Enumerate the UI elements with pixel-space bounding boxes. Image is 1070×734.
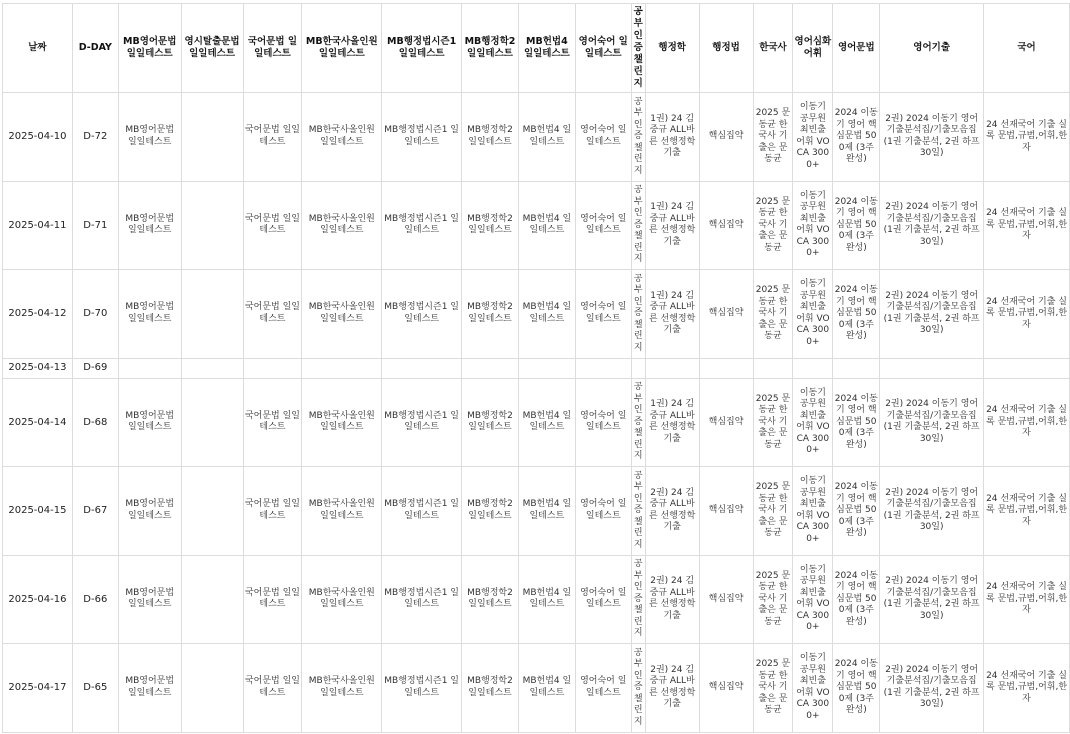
- cell-korean-history[interactable]: 2025 문동균 한국사 기출은 문동균: [753, 181, 793, 270]
- cell-korean[interactable]: 24 선재국어 기출 실록 문법,규범,어휘,한자: [984, 93, 1070, 182]
- cell-mb-english-grammar-test[interactable]: MB영어문법 일일테스트: [118, 378, 181, 467]
- cell-study-challenge[interactable]: [631, 467, 645, 556]
- cell-english-grammar[interactable]: 2024 이동기 영어 핵심문법 500제 (3주 완성): [833, 270, 880, 359]
- header-mb-admin-law-test[interactable]: MB행정법시즌1 일일테스트: [382, 4, 462, 93]
- cell-date[interactable]: 2025-04-12: [3, 270, 73, 359]
- cell-english-vocab[interactable]: 이동기 공무원 최빈출 어휘 VOCA 3000+: [793, 644, 833, 733]
- cell-empty[interactable]: [833, 358, 880, 378]
- cell-public-admin[interactable]: 2권) 24 김중규 ALL바른 선행정학 기출: [645, 555, 699, 644]
- cell-korean-grammar-test[interactable]: 국어문법 일일테스트: [243, 378, 302, 467]
- cell-mb-constitution-test[interactable]: MB헌법4 일일테스트: [518, 644, 575, 733]
- cell-mb-admin-law-test[interactable]: MB행정법시즌1 일일테스트: [382, 378, 462, 467]
- header-english-vocab[interactable]: 영어심화어휘: [793, 4, 833, 93]
- cell-korean[interactable]: 24 선재국어 기출 실록 문법,규범,어휘,한자: [984, 555, 1070, 644]
- header-korean-grammar-test[interactable]: 국어문법 일일테스트: [243, 4, 302, 93]
- cell-empty[interactable]: [518, 358, 575, 378]
- cell-dday[interactable]: D-68: [72, 378, 118, 467]
- cell-english-grammar[interactable]: 2024 이동기 영어 핵심문법 500제 (3주 완성): [833, 181, 880, 270]
- cell-mb-korean-history-test[interactable]: MB한국사올인원 일일테스트: [302, 378, 382, 467]
- table-row: [3, 644, 1070, 733]
- cell-english-vocab[interactable]: 이동기 공무원 최빈출 어휘 VOCA 3000+: [793, 93, 833, 182]
- header-english-past-exams[interactable]: 영어기출: [880, 4, 984, 93]
- header-admin-law[interactable]: 행정법: [699, 4, 753, 93]
- cell-english-vocab[interactable]: 이동기 공무원 최빈출 어휘 VOCA 3000+: [793, 181, 833, 270]
- cell-english-escape-grammar-test[interactable]: [181, 644, 243, 733]
- cell-mb-public-admin-test[interactable]: MB행정학2 일일테스트: [462, 181, 519, 270]
- cell-english-escape-grammar-test[interactable]: [181, 93, 243, 182]
- cell-public-admin[interactable]: 1권) 24 김중규 ALL바른 선행정학 기출: [645, 93, 699, 182]
- cell-admin-law[interactable]: 핵심집약: [699, 467, 753, 556]
- cell-empty[interactable]: [631, 358, 645, 378]
- cell-english-past-exams[interactable]: 2권) 2024 이동기 영어 기출분석집/기출모음집 (1권 기출분석, 2권 하프30일): [880, 467, 984, 556]
- cell-korean-grammar-test[interactable]: 국어문법 일일테스트: [243, 555, 302, 644]
- cell-public-admin[interactable]: 2권) 24 김중규 ALL바른 선행정학 기출: [645, 467, 699, 556]
- cell-english-escape-grammar-test[interactable]: [181, 467, 243, 556]
- cell-mb-constitution-test[interactable]: MB헌법4 일일테스트: [518, 467, 575, 556]
- table-row: [3, 181, 1070, 270]
- cell-empty[interactable]: [462, 358, 519, 378]
- cell-dday[interactable]: D-70: [72, 270, 118, 359]
- study-plan-table: [2, 3, 1070, 733]
- cell-mb-korean-history-test[interactable]: MB한국사올인원 일일테스트: [302, 644, 382, 733]
- cell-korean-grammar-test[interactable]: 국어문법 일일테스트: [243, 467, 302, 556]
- cell-mb-constitution-test[interactable]: MB헌법4 일일테스트: [518, 378, 575, 467]
- cell-english-vocab[interactable]: 이동기 공무원 최빈출 어휘 VOCA 3000+: [793, 270, 833, 359]
- cell-empty[interactable]: [699, 358, 753, 378]
- cell-mb-public-admin-test[interactable]: MB행정학2 일일테스트: [462, 93, 519, 182]
- cell-date[interactable]: 2025-04-14: [3, 378, 73, 467]
- cell-study-challenge-text: 공부인증챌린지: [633, 185, 643, 264]
- cell-english-idiom-test[interactable]: 영어숙어 일일테스트: [575, 378, 631, 467]
- header-date[interactable]: 날짜: [3, 4, 73, 93]
- table-row: [3, 555, 1070, 644]
- cell-mb-english-grammar-test[interactable]: MB영어문법 일일테스트: [118, 93, 181, 182]
- cell-empty[interactable]: [753, 358, 793, 378]
- cell-korean-history[interactable]: 2025 문동균 한국사 기출은 문동균: [753, 93, 793, 182]
- cell-mb-public-admin-test[interactable]: MB행정학2 일일테스트: [462, 555, 519, 644]
- cell-english-escape-grammar-test[interactable]: [181, 270, 243, 359]
- cell-mb-english-grammar-test[interactable]: MB영어문법 일일테스트: [118, 270, 181, 359]
- header-mb-english-grammar-test[interactable]: MB영어문법 일일테스트: [118, 4, 181, 93]
- cell-mb-korean-history-test[interactable]: MB한국사올인원 일일테스트: [302, 181, 382, 270]
- cell-admin-law[interactable]: 핵심집약: [699, 270, 753, 359]
- cell-empty[interactable]: [382, 358, 462, 378]
- cell-english-idiom-test[interactable]: 영어숙어 일일테스트: [575, 644, 631, 733]
- cell-study-challenge-text: 공부인증챌린지: [633, 470, 643, 550]
- cell-empty[interactable]: [880, 358, 984, 378]
- cell-mb-constitution-test[interactable]: MB헌법4 일일테스트: [518, 270, 575, 359]
- cell-public-admin[interactable]: 1권) 24 김중규 ALL바른 선행정학 기출: [645, 270, 699, 359]
- cell-korean[interactable]: 24 선재국어 기출 실록 문법,규범,어휘,한자: [984, 378, 1070, 467]
- cell-mb-public-admin-test[interactable]: MB행정학2 일일테스트: [462, 378, 519, 467]
- cell-study-challenge[interactable]: [631, 93, 645, 182]
- cell-empty[interactable]: [793, 358, 833, 378]
- cell-public-admin[interactable]: 1권) 24 김중규 ALL바른 선행정학 기출: [645, 378, 699, 467]
- cell-korean[interactable]: 24 선재국어 기출 실록 문법,규범,어휘,한자: [984, 644, 1070, 733]
- table-row: [3, 270, 1070, 359]
- cell-english-idiom-test[interactable]: 영어숙어 일일테스트: [575, 467, 631, 556]
- cell-admin-law[interactable]: 핵심집약: [699, 378, 753, 467]
- cell-study-challenge[interactable]: [631, 270, 645, 359]
- cell-mb-public-admin-test[interactable]: MB행정학2 일일테스트: [462, 644, 519, 733]
- table-row: [3, 378, 1070, 467]
- cell-empty[interactable]: [118, 358, 181, 378]
- cell-korean-history[interactable]: 2025 문동균 한국사 기출은 문동균: [753, 555, 793, 644]
- cell-admin-law[interactable]: 핵심집약: [699, 181, 753, 270]
- cell-study-challenge-text: 공부인증챌린지: [633, 96, 643, 176]
- cell-english-past-exams[interactable]: 2권) 2024 이동기 영어 기출분석집/기출모음집 (1권 기출분석, 2권 하프30일): [880, 270, 984, 359]
- cell-english-escape-grammar-test[interactable]: [181, 181, 243, 270]
- cell-mb-constitution-test[interactable]: MB헌법4 일일테스트: [518, 555, 575, 644]
- cell-mb-admin-law-test[interactable]: MB행정법시즌1 일일테스트: [382, 93, 462, 182]
- cell-english-grammar[interactable]: 2024 이동기 영어 핵심문법 500제 (3주 완성): [833, 93, 880, 182]
- header-dday[interactable]: D-DAY: [72, 4, 118, 93]
- cell-english-escape-grammar-test[interactable]: [181, 378, 243, 467]
- cell-english-grammar[interactable]: 2024 이동기 영어 핵심문법 500제 (3주 완성): [833, 644, 880, 733]
- cell-korean-grammar-test[interactable]: 국어문법 일일테스트: [243, 181, 302, 270]
- header-study-challenge[interactable]: [631, 4, 645, 93]
- cell-mb-admin-law-test[interactable]: MB행정법시즌1 일일테스트: [382, 644, 462, 733]
- cell-dday[interactable]: D-69: [72, 358, 118, 378]
- cell-dday[interactable]: D-65: [72, 644, 118, 733]
- cell-english-vocab[interactable]: 이동기 공무원 최빈출 어휘 VOCA 3000+: [793, 467, 833, 556]
- cell-dday[interactable]: D-66: [72, 555, 118, 644]
- header-mb-public-admin-test[interactable]: MB행정학2 일일테스트: [462, 4, 519, 93]
- cell-dday[interactable]: D-71: [72, 181, 118, 270]
- table-row: [3, 93, 1070, 182]
- cell-korean-grammar-test[interactable]: 국어문법 일일테스트: [243, 93, 302, 182]
- cell-mb-admin-law-test[interactable]: MB행정법시즌1 일일테스트: [382, 555, 462, 644]
- cell-english-vocab[interactable]: 이동기 공무원 최빈출 어휘 VOCA 3000+: [793, 555, 833, 644]
- cell-mb-constitution-test[interactable]: MB헌법4 일일테스트: [518, 181, 575, 270]
- cell-english-past-exams[interactable]: 2권) 2024 이동기 영어 기출분석집/기출모음집 (1권 기출분석, 2권 하프30일): [880, 378, 984, 467]
- cell-mb-english-grammar-test[interactable]: MB영어문법 일일테스트: [118, 555, 181, 644]
- cell-study-challenge-text: 공부인증챌린지: [633, 647, 643, 727]
- cell-empty[interactable]: [243, 358, 302, 378]
- cell-english-idiom-test[interactable]: 영어숙어 일일테스트: [575, 555, 631, 644]
- cell-date[interactable]: 2025-04-11: [3, 181, 73, 270]
- cell-korean[interactable]: 24 선재국어 기출 실록 문법,규범,어휘,한자: [984, 181, 1070, 270]
- cell-public-admin[interactable]: 2권) 24 김중규 ALL바른 선행정학 기출: [645, 644, 699, 733]
- cell-korean-history[interactable]: 2025 문동균 한국사 기출은 문동균: [753, 378, 793, 467]
- cell-english-vocab[interactable]: 이동기 공무원 최빈출 어휘 VOCA 3000+: [793, 378, 833, 467]
- cell-english-past-exams[interactable]: 2권) 2024 이동기 영어 기출분석집/기출모음집 (1권 기출분석, 2권 하프30일): [880, 181, 984, 270]
- cell-mb-constitution-test[interactable]: MB헌법4 일일테스트: [518, 93, 575, 182]
- header-english-idiom-test[interactable]: 영어숙어 일일테스트: [575, 4, 631, 93]
- cell-mb-english-grammar-test[interactable]: MB영어문법 일일테스트: [118, 181, 181, 270]
- cell-english-past-exams[interactable]: 2권) 2024 이동기 영어 기출분석집/기출모음집 (1권 기출분석, 2권 하프30일): [880, 644, 984, 733]
- cell-english-past-exams[interactable]: 2권) 2024 이동기 영어 기출분석집/기출모음집 (1권 기출분석, 2권 하프30일): [880, 555, 984, 644]
- header-study-challenge-label: 공부인증챌린지: [633, 6, 643, 89]
- cell-korean-history[interactable]: 2025 문동균 한국사 기출은 문동균: [753, 467, 793, 556]
- table-row: [3, 467, 1070, 556]
- header-row: [3, 4, 1070, 93]
- cell-date[interactable]: 2025-04-16: [3, 555, 73, 644]
- cell-empty[interactable]: [575, 358, 631, 378]
- cell-mb-public-admin-test[interactable]: MB행정학2 일일테스트: [462, 270, 519, 359]
- cell-study-challenge-text: 공부인증챌린지: [633, 273, 643, 353]
- cell-admin-law[interactable]: 핵심집약: [699, 644, 753, 733]
- cell-mb-admin-law-test[interactable]: MB행정법시즌1 일일테스트: [382, 270, 462, 359]
- cell-empty[interactable]: [181, 358, 243, 378]
- cell-empty[interactable]: [302, 358, 382, 378]
- cell-mb-admin-law-test[interactable]: MB행정법시즌1 일일테스트: [382, 181, 462, 270]
- cell-date[interactable]: 2025-04-10: [3, 93, 73, 182]
- cell-dday[interactable]: D-67: [72, 467, 118, 556]
- cell-study-challenge[interactable]: [631, 181, 645, 270]
- cell-english-idiom-test[interactable]: 영어숙어 일일테스트: [575, 270, 631, 359]
- header-english-grammar[interactable]: 영어문법: [833, 4, 880, 93]
- cell-mb-korean-history-test[interactable]: MB한국사올인원 일일테스트: [302, 555, 382, 644]
- cell-admin-law[interactable]: 핵심집약: [699, 93, 753, 182]
- cell-english-grammar[interactable]: 2024 이동기 영어 핵심문법 500제 (3주 완성): [833, 378, 880, 467]
- header-public-admin[interactable]: 행정학: [645, 4, 699, 93]
- cell-mb-korean-history-test[interactable]: MB한국사올인원 일일테스트: [302, 93, 382, 182]
- header-mb-constitution-test[interactable]: MB헌법4 일일테스트: [518, 4, 575, 93]
- cell-english-idiom-test[interactable]: 영어숙어 일일테스트: [575, 93, 631, 182]
- cell-korean[interactable]: 24 선재국어 기출 실록 문법,규범,어휘,한자: [984, 467, 1070, 556]
- cell-mb-english-grammar-test[interactable]: MB영어문법 일일테스트: [118, 644, 181, 733]
- cell-study-challenge[interactable]: [631, 555, 645, 644]
- header-korean-history[interactable]: 한국사: [753, 4, 793, 93]
- cell-english-past-exams[interactable]: 2권) 2024 이동기 영어 기출분석집/기출모음집 (1권 기출분석, 2권 하프30일): [880, 93, 984, 182]
- cell-mb-admin-law-test[interactable]: MB행정법시즌1 일일테스트: [382, 467, 462, 556]
- cell-admin-law[interactable]: 핵심집약: [699, 555, 753, 644]
- cell-study-challenge[interactable]: [631, 644, 645, 733]
- header-korean[interactable]: 국어: [984, 4, 1070, 93]
- cell-study-challenge[interactable]: [631, 378, 645, 467]
- cell-korean-grammar-test[interactable]: 국어문법 일일테스트: [243, 644, 302, 733]
- cell-mb-english-grammar-test[interactable]: MB영어문법 일일테스트: [118, 467, 181, 556]
- cell-public-admin[interactable]: 1권) 24 김중규 ALL바른 선행정학 기출: [645, 181, 699, 270]
- cell-mb-public-admin-test[interactable]: MB행정학2 일일테스트: [462, 467, 519, 556]
- cell-dday[interactable]: D-72: [72, 93, 118, 182]
- cell-english-grammar[interactable]: 2024 이동기 영어 핵심문법 500제 (3주 완성): [833, 467, 880, 556]
- cell-english-grammar[interactable]: 2024 이동기 영어 핵심문법 500제 (3주 완성): [833, 555, 880, 644]
- cell-mb-korean-history-test[interactable]: MB한국사올인원 일일테스트: [302, 467, 382, 556]
- header-english-escape-grammar-test[interactable]: 영시탈출문법 일일테스트: [181, 4, 243, 93]
- cell-korean[interactable]: 24 선재국어 기출 실록 문법,규범,어휘,한자: [984, 270, 1070, 359]
- header-mb-korean-history-test[interactable]: MB한국사올인원 일일테스트: [302, 4, 382, 93]
- cell-study-challenge-text: 공부인증챌린지: [633, 559, 643, 638]
- cell-korean-history[interactable]: 2025 문동균 한국사 기출은 문동균: [753, 270, 793, 359]
- cell-mb-korean-history-test[interactable]: MB한국사올인원 일일테스트: [302, 270, 382, 359]
- cell-empty[interactable]: [984, 358, 1070, 378]
- cell-date[interactable]: 2025-04-17: [3, 644, 73, 733]
- cell-korean-grammar-test[interactable]: 국어문법 일일테스트: [243, 270, 302, 359]
- cell-date[interactable]: 2025-04-13: [3, 358, 73, 378]
- cell-study-challenge-text: 공부인증챌린지: [633, 382, 643, 461]
- cell-korean-history[interactable]: 2025 문동균 한국사 기출은 문동균: [753, 644, 793, 733]
- cell-empty[interactable]: [645, 358, 699, 378]
- cell-english-escape-grammar-test[interactable]: [181, 555, 243, 644]
- cell-date[interactable]: 2025-04-15: [3, 467, 73, 556]
- cell-english-idiom-test[interactable]: 영어숙어 일일테스트: [575, 181, 631, 270]
- table-row-empty: [3, 358, 1070, 378]
